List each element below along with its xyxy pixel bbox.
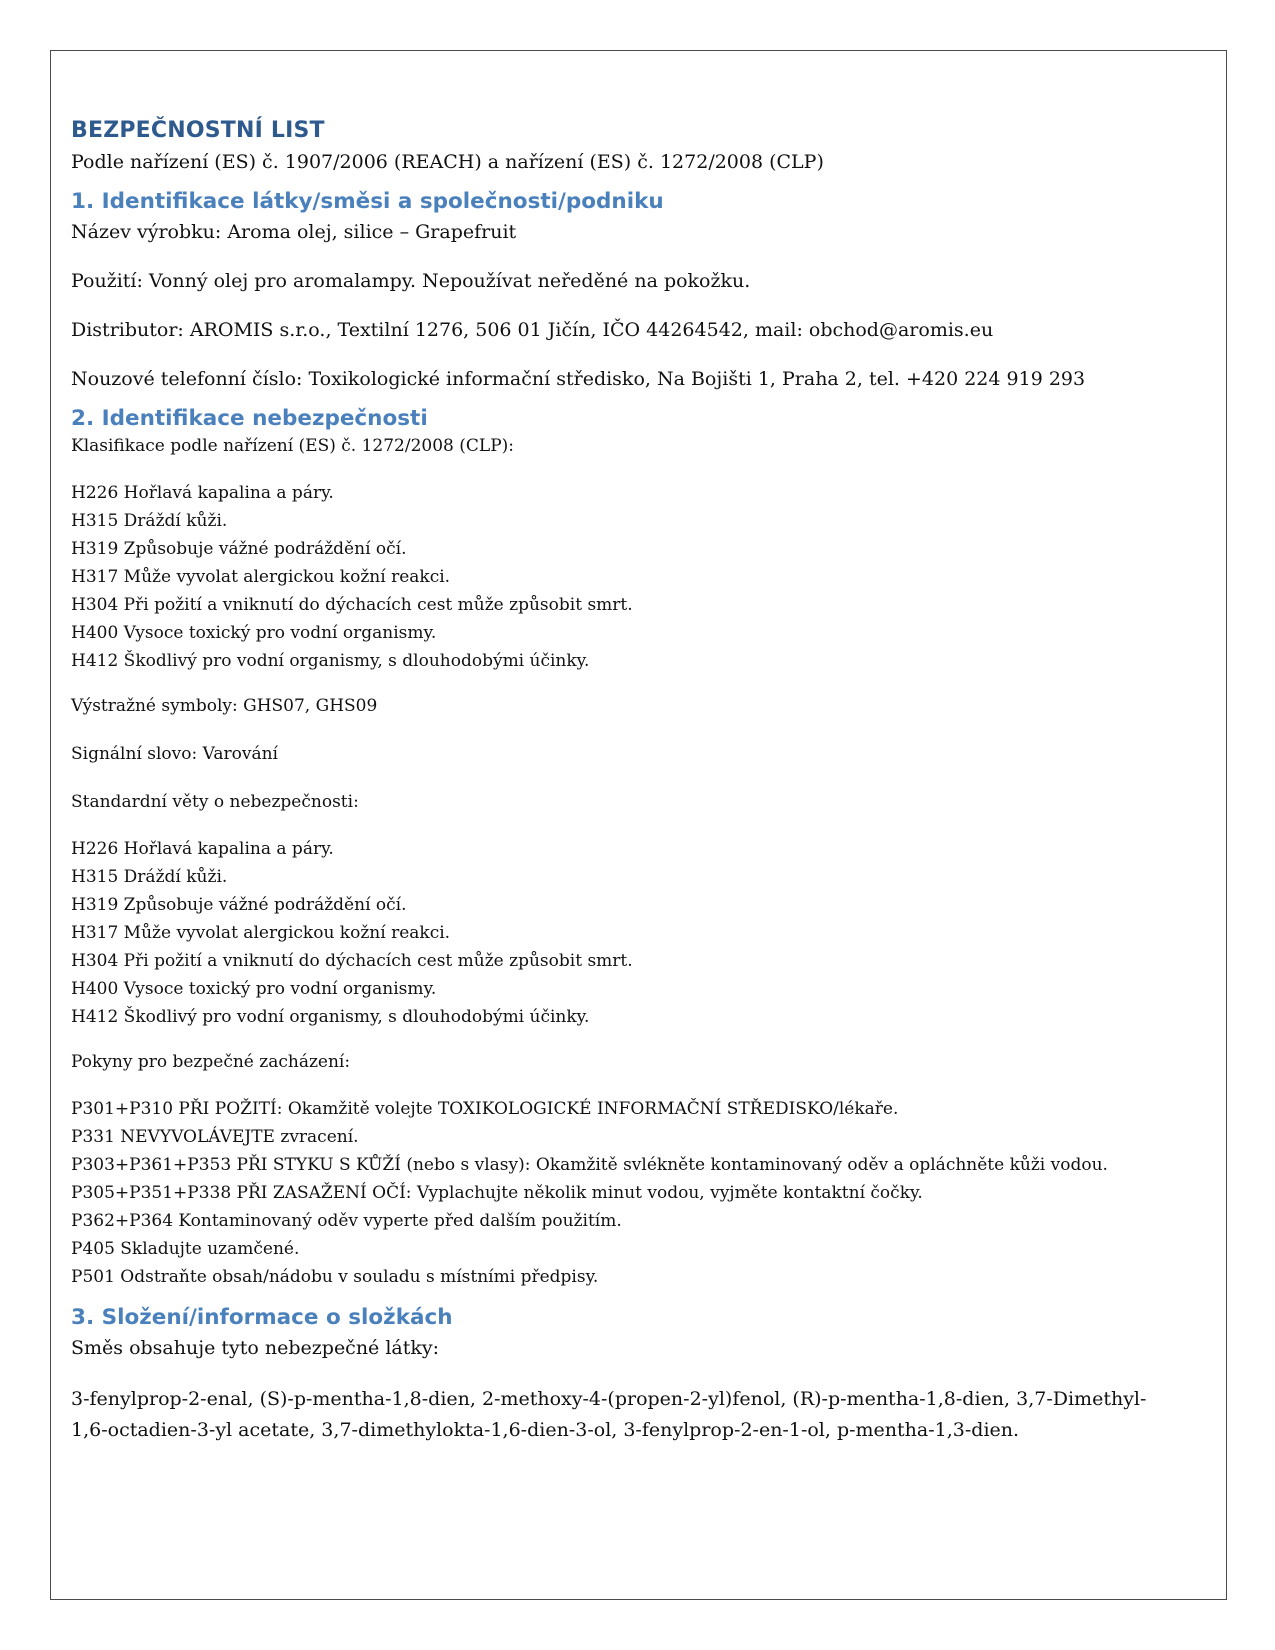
list-item: P305+P351+P338 PŘI ZASAŽENÍ OČÍ: Vyplachujte několik minut vodou, vyjměte kontaktní čočky. <box>71 1183 923 1203</box>
section-2-heading: 2. Identifikace nebezpečnosti <box>71 406 428 431</box>
list-item: H412 Škodlivý pro vodní organismy, s dlouhodobými účinky. <box>71 1007 590 1027</box>
list-item: H315 Dráždí kůži. <box>71 867 228 887</box>
list-item: H304 Při požití a vniknutí do dýchacích cest může způsobit smrt. <box>71 595 633 615</box>
document-subtitle: Podle nařízení (ES) č. 1907/2006 (REACH) a nařízení (ES) č. 1272/2008 (CLP) <box>71 151 824 173</box>
list-item: P362+P364 Kontaminovaný oděv vyperte před dalším použitím. <box>71 1211 622 1231</box>
signal-word: Signální slovo: Varování <box>71 744 278 764</box>
list-item: H226 Hořlavá kapalina a páry. <box>71 483 334 503</box>
list-item: H226 Hořlavá kapalina a páry. <box>71 839 334 859</box>
list-item: H317 Může vyvolat alergickou kožní reakci. <box>71 567 451 587</box>
hazard-statements-label: Standardní věty o nebezpečnosti: <box>71 792 359 812</box>
substances-intro: Směs obsahuje tyto nebezpečné látky: <box>71 1337 440 1359</box>
product-name: Název výrobku: Aroma olej, silice – Grapefruit <box>71 221 517 243</box>
list-item: H319 Způsobuje vážné podráždění očí. <box>71 895 407 915</box>
list-item: H400 Vysoce toxický pro vodní organismy. <box>71 979 437 999</box>
precautions-list <box>71 1095 1206 1291</box>
emergency-phone: Nouzové telefonní číslo: Toxikologické informační středisko, Na Bojišti 1, Praha 2, tel. +420 224 919 293 <box>71 368 1086 390</box>
list-item: H400 Vysoce toxický pro vodní organismy. <box>71 623 437 643</box>
list-item: H315 Dráždí kůži. <box>71 511 228 531</box>
substances-list: 3-fenylprop-2-enal, (S)-p-mentha-1,8-dien, 2-methoxy-4-(propen-2-yl)fenol, (R)-p-mentha-1,8-dien, 3,7-Dimethyl-1,6-octadien-3-yl acetate, 3,7-dimethylokta-1,6-dien-3-ol, 3-fenylprop-2-en-1-ol, p-mentha-1,3-dien. <box>71 1388 1147 1441</box>
document-body <box>71 118 1206 1446</box>
list-item: H317 Může vyvolat alergickou kožní reakci. <box>71 923 451 943</box>
list-item: P405 Skladujte uzamčené. <box>71 1239 300 1259</box>
list-item: P501 Odstraňte obsah/nádobu v souladu s místními předpisy. <box>71 1267 599 1287</box>
precautions-label: Pokyny pro bezpečné zacházení: <box>71 1052 351 1072</box>
list-item: H319 Způsobuje vážné podráždění očí. <box>71 539 407 559</box>
classification-list <box>71 479 1206 675</box>
hazard-statements-list <box>71 835 1206 1031</box>
list-item: H412 Škodlivý pro vodní organismy, s dlouhodobými účinky. <box>71 651 590 671</box>
list-item: H304 Při požití a vniknutí do dýchacích cest může způsobit smrt. <box>71 951 633 971</box>
distributor: Distributor: AROMIS s.r.o., Textilní 1276, 506 01 Jičín, IČO 44264542, mail: obchod@aromis.eu <box>71 319 994 341</box>
section-3-heading: 3. Složení/informace o složkách <box>71 1305 453 1330</box>
classification-label: Klasifikace podle nařízení (ES) č. 1272/2008 (CLP): <box>71 436 514 456</box>
list-item: P331 NEVYVOLÁVEJTE zvracení. <box>71 1127 359 1147</box>
list-item: P301+P310 PŘI POŽITÍ: Okamžitě volejte TOXIKOLOGICKÉ INFORMAČNÍ STŘEDISKO/lékaře. <box>71 1099 899 1119</box>
section-1-heading: 1. Identifikace látky/směsi a společnosti/podniku <box>71 189 664 214</box>
list-item: P303+P361+P353 PŘI STYKU S KŮŽÍ (nebo s vlasy): Okamžitě svlékněte kontaminovaný oděv a opláchněte kůži vodou. <box>71 1155 1108 1175</box>
document-title: BEZPEČNOSTNÍ LIST <box>71 118 325 143</box>
product-usage: Použití: Vonný olej pro aromalampy. Nepoužívat neředěné na pokožku. <box>71 270 751 292</box>
warning-symbols: Výstražné symboly: GHS07, GHS09 <box>71 696 378 716</box>
